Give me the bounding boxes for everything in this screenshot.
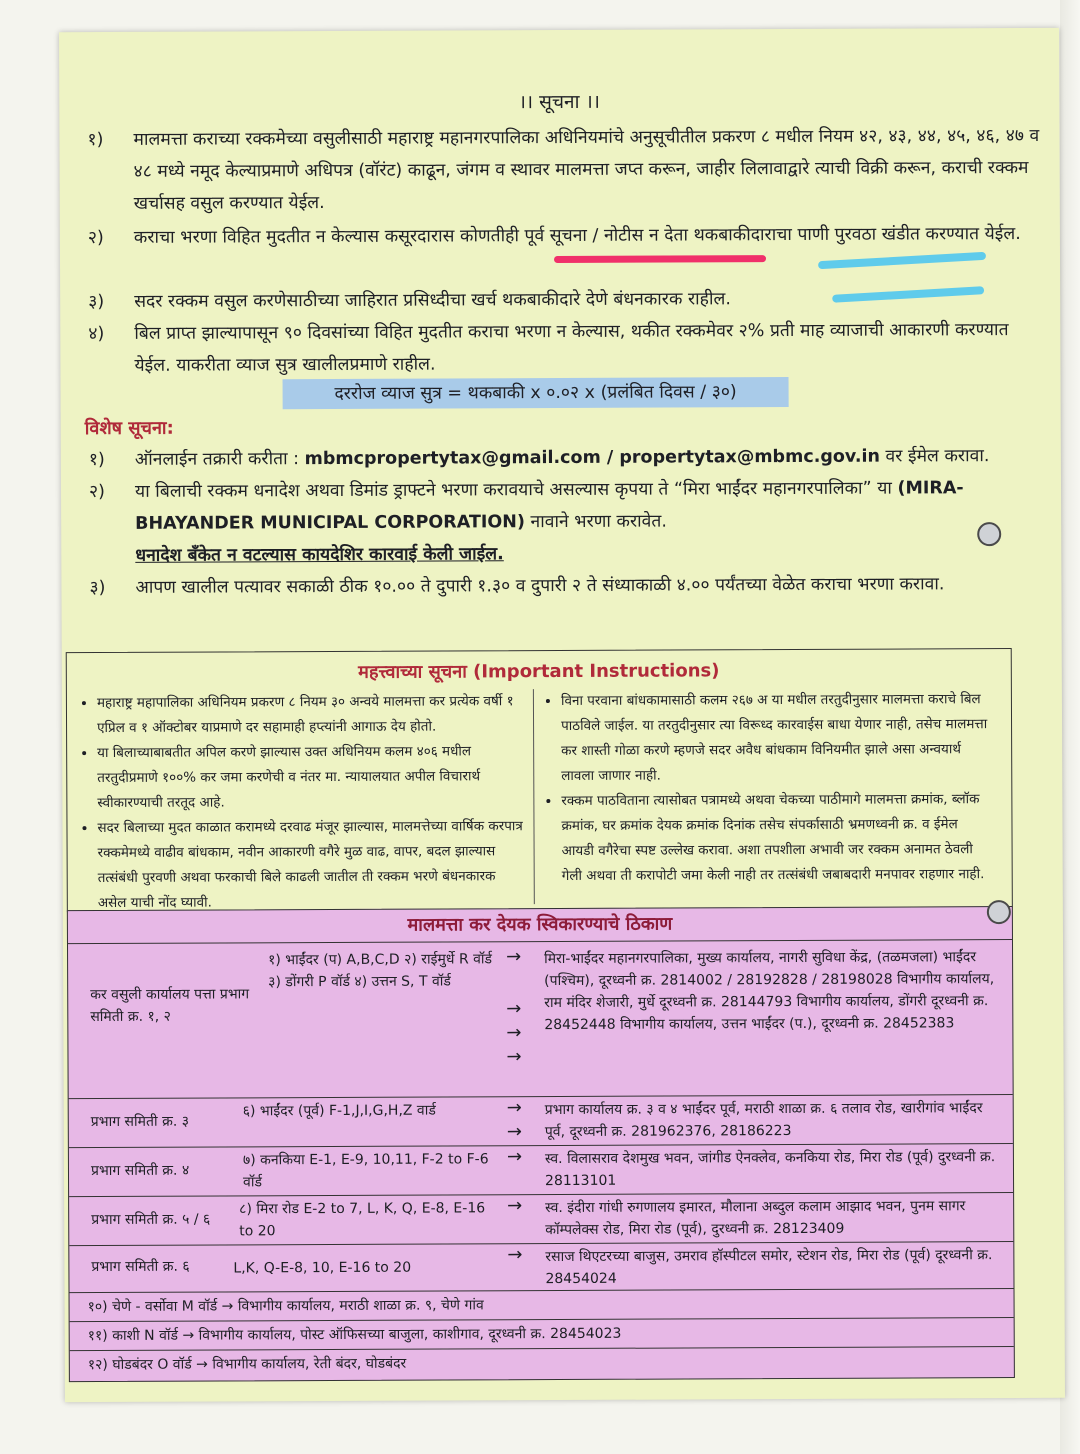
table-row [69, 1144, 1013, 1197]
item-number: ४) [88, 323, 105, 345]
instruction-bullet: • रक्कम पाठविताना त्यासोबत पत्रामध्ये अथवा चेकच्या पाठीमागे मालमत्ता क्रमांक, ब्लॉक क्रमांक, घर क्रमांक देयक क्रमांक दिनांक तसेच संपर्कासाठी भ्रमणध्वनी क्र. व ईमेल आयडी वगैरेचा स्पष्ट उल्लेख करावा. अशा तपशीला अभावी जर रक्कम अनामत ठेवली गेली अथवा ती करापोटी जमा केली नाही तर तत्संबंधी जबाबदारी मनपावर राहणार नाही. [561, 787, 989, 889]
arrow-icon: → [506, 1022, 522, 1044]
item-text-wrap [135, 472, 1049, 540]
special-item-1 [89, 440, 1049, 476]
arrow-icon: → [507, 1244, 523, 1266]
special-item-3 [89, 568, 1049, 604]
table-row [69, 1095, 1013, 1148]
notice-item-4 [88, 314, 1048, 382]
blue-highlight-mark [818, 252, 986, 270]
office-address: रसाज थिएटरच्या बाजुस, उमराव हॉस्पीटल समोर, स्टेशन रोड, मिरा रोड (पूर्व) दूरध्वनी क्र. 28454024 [545, 1247, 993, 1288]
arrow-icon: → [506, 1146, 523, 1168]
item-number: २) [87, 227, 104, 249]
item-number: ३) [89, 577, 106, 599]
special-warning [89, 536, 1049, 572]
item-text: आपण खालील पत्यावर सकाळी ठीक १०.०० ते दुपारी १.३० व दुपारी २ ते संध्याकाळी ४.०० पर्यंतच्या वेळेत कराचा भरणा करावा. [135, 574, 945, 598]
ward-office-line: ११) काशी N वॉर्ड → विभागीय कार्यालय, पोस्ट ऑफिसच्या बाजुला, काशीगाव, दूरध्वनी क्र. 28454023 [87, 1325, 622, 1345]
special-item-2 [89, 472, 1049, 540]
table-row [70, 1318, 1014, 1351]
column-divider [533, 689, 535, 904]
item-number: ३) [88, 291, 105, 313]
ward-list: ६) भाईंदर (पूर्व) F-1,J,I,G,H,Z वार्ड [242, 1102, 436, 1120]
table-row [70, 1347, 1014, 1379]
item-text-wrap [135, 440, 1049, 476]
office-addresses: मिरा-भाईंदर महानगरपालिका, मुख्य कार्यालय, नागरी सुविधा केंद्र, (तळमजला) भाईंदर (पश्चिम), दूरध्वनी क्र. 2814002 / 28192828 / 28198028 विभागीय कार्यालय, राम मंदिर शेजारी, मुर्धे दूरध्वनी क्र. 28144793 विभागीय कार्यालय, डोंगरी दूरध्वनी क्र. 28452448 विभागीय कार्यालय, उत्तन भाईंदर (प.), दूरध्वनी क्र. 28452383 [544, 949, 995, 1034]
office-address: स्व. विलासराव देशमुख भवन, जांगीड ऐनक्लेव, कनकिया रोड, मिरा रोड (पूर्व) दुरध्वनी क्र. 28113101 [544, 1149, 996, 1190]
item-text: नावाने भरणा करावेत. [524, 511, 667, 533]
item-text: बिल प्राप्त झाल्यापासून ९० दिवसांच्या विहित मुदतीत कराचा भरणा न केल्यास, थकीत रक्कमेवर २% प्रती माह व्याजाची आकारणी करण्यात येईल. याकरीता व्याज सुत्र खालीलप्रमाणे राहील. [134, 320, 1009, 376]
ward-list: L,K, Q-E-8, 10, E-16 to 20 [233, 1259, 412, 1277]
item-number: १) [88, 449, 105, 471]
punch-hole [977, 522, 1001, 546]
arrow-icon: → [506, 1121, 522, 1143]
notice-item-1 [87, 120, 1047, 220]
table-row [70, 1289, 1014, 1322]
item-text: मालमत्ता कराच्या रक्कमेच्या वसुलीसाठी महाराष्ट्र महानगरपालिका अधिनियमांचे अनुसूचीतील प्रकरण ८ मधील नियम ४२, ४३, ४४, ४५, ४६, ४७ व ४८ मध्ये नमूद केल्याप्रमाणे अधिपत्र (वॉरंट) काढून, जंगम व स्थावर मालमत्ता जप्त करून, जाहीर लिलावाद्वारे त्याची विक्री करून, कराची रक्कम खर्चासह वसुल करण्यात येईल. [133, 125, 1040, 214]
table-row [69, 1193, 1013, 1246]
item-text: सदर रक्कम वसुल करणेसाठीच्या जाहिरात प्रसिध्दीचा खर्च थकबाकीदारे देणे बंधनकारक राहील. [134, 289, 731, 312]
instruction-bullet: • सदर बिलाच्या मुदत काळात करामध्ये दरवाढ मंजूर झाल्यास, मालमत्तेच्या वार्षिक करपात्र रक्कमेमध्ये वाढीव बांधकाम, नवीन आकारणी वगैरे मुळ वाढ, वापर, बदल झाल्यास तत्संबंधी पुरवणी अथवा फरकाची बिले काढली जातील ती रक्कम भरणे बंधनकारक असेल याची नोंद घ्यावी. [97, 814, 525, 916]
table-row [68, 940, 1013, 1099]
arrow-icon: → [506, 1097, 522, 1119]
instructions-right-column [541, 687, 990, 889]
row-label: कर वसुली कार्यालय पत्ता प्रभाग समिती क्र. १, २ [90, 986, 250, 1026]
item-number: २) [88, 481, 106, 503]
bill-notice-page [59, 28, 1065, 1402]
arrow-icon: → [506, 946, 522, 968]
ward-list: ८) मिरा रोड E-2 to 7, L, K, Q, E-8, E-16 to 20 [239, 1200, 486, 1240]
instruction-bullet: • या बिलाच्याबाबतीत अपिल करणे झाल्यास उक्त अधिनियम कलम ४०६ मधील तरतुदीप्रमाणे १००% कर जमा करणेची व नंतर मा. न्यायालयात अपील विचारार्थ स्वीकारण्याची तरतूद आहे. [97, 739, 525, 816]
interest-formula: दररोज व्याज सुत्र = थकबाकी x ०.०२ x (प्रलंबित दिवस / ३०) [283, 377, 789, 409]
item-number: १) [87, 129, 104, 151]
instructions-left-column [77, 689, 526, 916]
arrow-icon: → [506, 998, 522, 1020]
table-row [69, 1242, 1013, 1293]
notice-item-2 [88, 218, 1048, 254]
arrow-icon: → [507, 1195, 523, 1217]
office-address: प्रभाग कार्यालय क्र. ३ व ४ भाईंदर पूर्व, मराठी शाळा क्र. ६ तलाव रोड, खारीगांव भाईंदर पूर्व, दूरध्वनी क्र. 281962376, 28186223 [544, 1100, 983, 1141]
row-label: प्रभाग समिती क्र. ६ [91, 1258, 190, 1276]
notice-item-3 [88, 282, 1048, 318]
red-highlight-underline [554, 255, 766, 263]
notice-title: ।। सूचना ।। [518, 90, 600, 114]
punch-hole [987, 900, 1011, 924]
row-label: प्रभाग समिती क्र. ३ [90, 1113, 190, 1131]
item-text: ऑनलाईन तक्रारी करीता : [134, 449, 305, 470]
item-text: वर ईमेल करावा. [879, 446, 990, 467]
box-title: महत्त्वाच्या सूचना (Important Instructions) [358, 660, 720, 683]
instruction-bullet: • महाराष्ट्र महापालिका अधिनियम प्रकरण ८ नियम ३० अन्वये मालमत्ता कर प्रत्येक वर्षी १ एप्रिल व १ ऑक्टोबर याप्रमाणे दर सहामाही हप्त्यांनी आगाऊ देय होतो. [97, 689, 525, 741]
ward-office-line: १२) घोडबंदर O वॉर्ड → विभागीय कार्यालय, रेती बंदर, घोडबंदर [87, 1355, 407, 1374]
cheque-warning: धनादेश बँकेत न वटल्यास कायदेशिर कारवाई केली जाईल. [135, 544, 504, 566]
payment-locations-table [67, 906, 1015, 1382]
ward-list: १) भाईंदर (प) A,B,C,D २) राईमुर्धे R वॉर्ड ३) डोंगरी P वॉर्ड ४) उत्तन S, T वॉर्ड [268, 951, 493, 991]
ward-list: ७) कनकिया E-1, E-9, 10,11, F-2 to F-6 वॉर्ड [242, 1151, 489, 1191]
table-title: मालमत्ता कर देयक स्विकारण्याचे ठिकाण [68, 907, 1012, 944]
special-notice-heading: विशेष सूचना: [84, 417, 174, 440]
corporation-name: (MIRA-BHAYANDER MUNICIPAL CORPORATION) [135, 478, 964, 534]
ward-office-line: १०) चेणे - वर्सोवा M वॉर्ड → विभागीय कार्यालय, मराठी शाळा क्र. ९, चेणे गांव [87, 1297, 484, 1316]
row-label: प्रभाग समिती क्र. ४ [90, 1162, 190, 1180]
item-text: या बिलाची रक्कम धनादेश अथवा डिमांड ड्राफ्टने भरणा करावयाचे असल्यास कृपया ते “मिरा भाईंदर महानगरपालिका” या [134, 478, 898, 502]
instruction-bullet: • विना परवाना बांधकामासाठी कलम २६७ अ या मधील तरतुदीनुसार मालमत्ता कराचे बिल पाठविले जाईल. या तरतुदीनुसार त्या विरूध्द कारवाईस बाधा येणार नाही, तसेच मालमत्ता कर शास्ती गोळा करणे म्हणजे सदर अवैध बांधकाम विनियमीत झाले असा अन्वयार्थ लावला जाणार नाही. [561, 687, 989, 789]
arrow-icon: → [506, 1046, 522, 1068]
email-addresses: mbmcpropertytax@gmail.com / propertytax@mbmc.gov.in [304, 446, 881, 470]
office-address: स्व. इंदीरा गांधी रुगणालय इमारत, मौलाना अब्दुल कलाम आझाद भवन, पुनम सागर कॉम्पलेक्स रोड, मिरा रोड (पूर्व), दुरध्वनी क्र. 28123409 [545, 1198, 966, 1239]
item-text: कराचा भरणा विहित मुदतीत न केल्यास कसूरदारास कोणतीही पूर्व सूचना / नोटीस न देता थकबाकीदाराचा पाणी पुरवठा खंडीत करण्यात येईल. [133, 223, 1021, 248]
important-instructions-box [66, 648, 1013, 912]
row-label: प्रभाग समिती क्र. ५ / ६ [91, 1211, 211, 1229]
